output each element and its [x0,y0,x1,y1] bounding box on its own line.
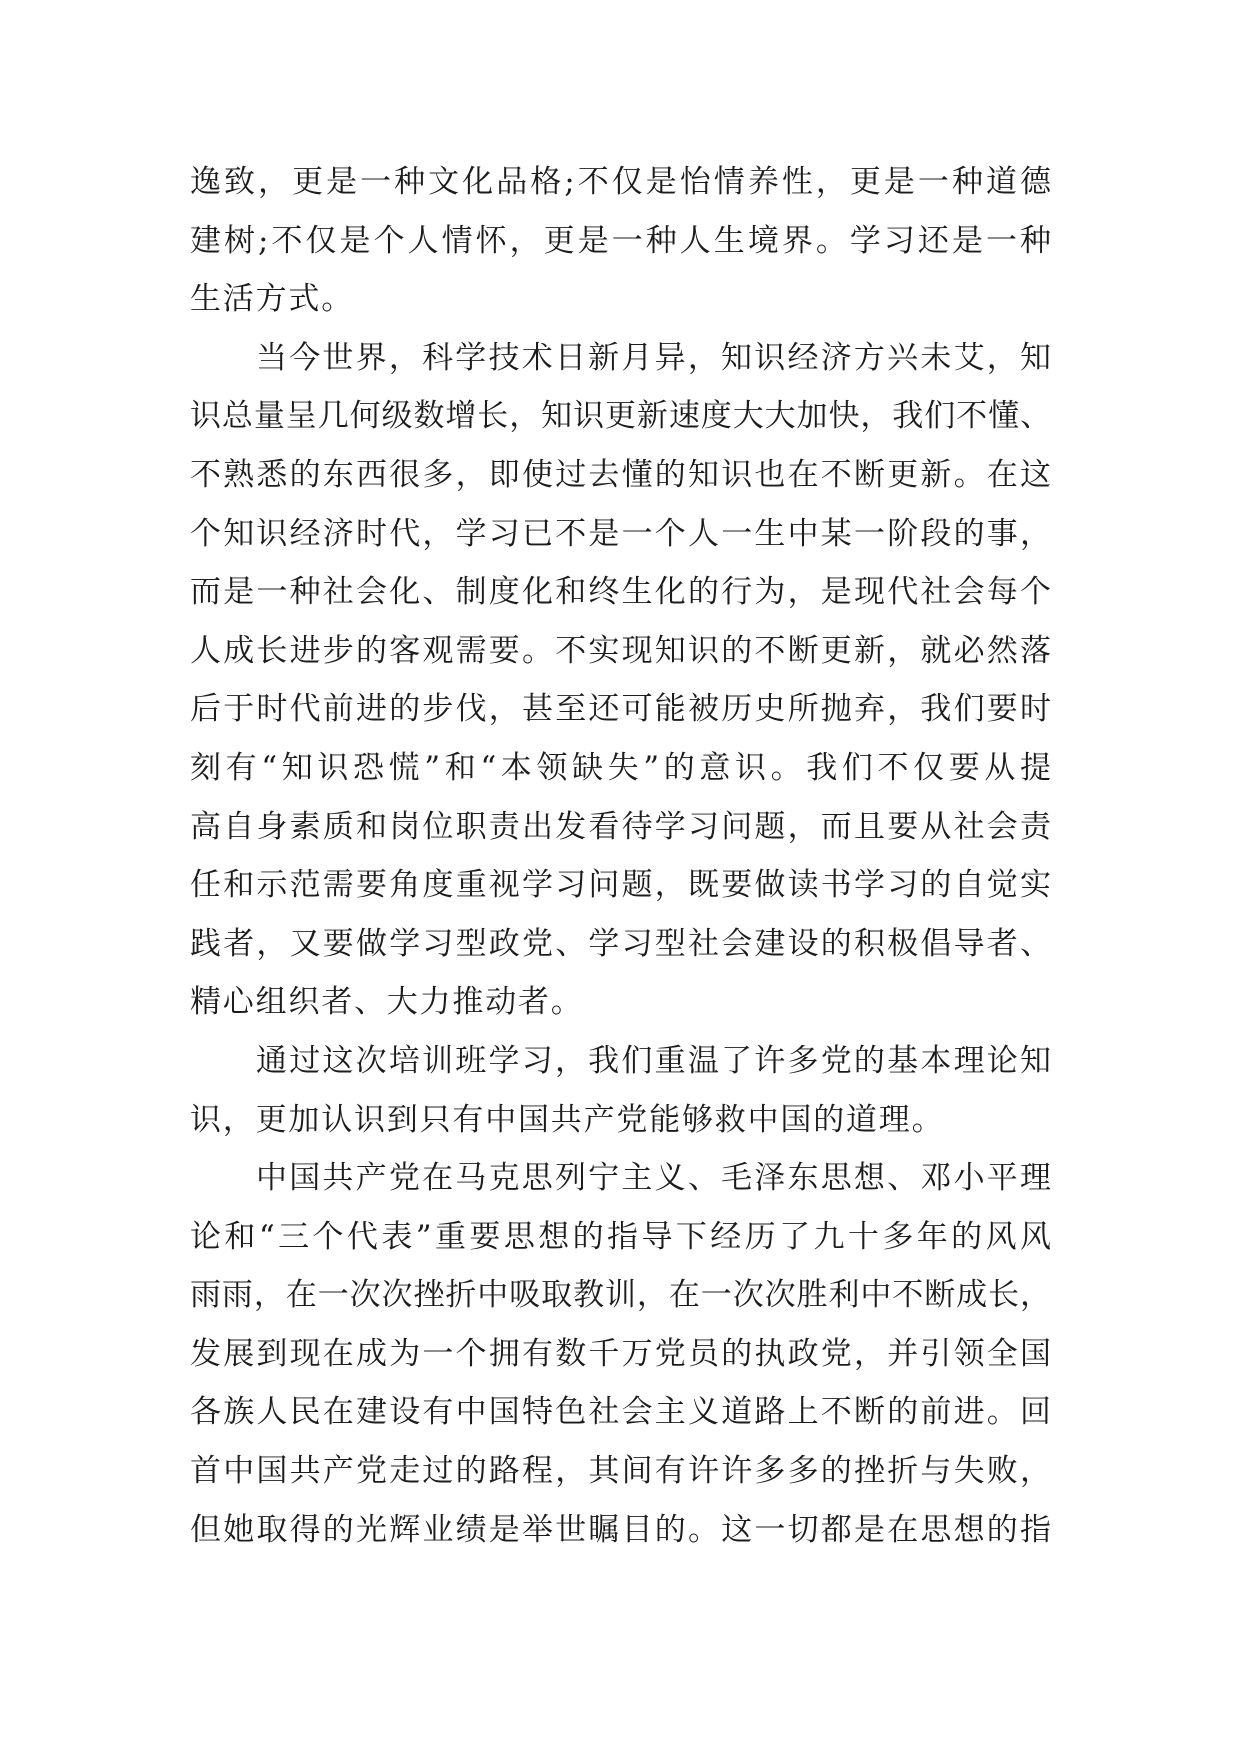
text-line: 当今世界，科学技术日新月异，知识经济方兴未艾，知 [256,339,1051,376]
text-line: 后于时代前进的步伐，甚至还可能被历史所抛弃，我们要时 [190,691,1051,728]
text-line: 识，更加认识到只有中国共产党能够救中国的道理。 [190,1101,945,1138]
body-text [190,153,1051,1559]
text-line: 建树;不仅是个人情怀，更是一种人生境界。学习还是一种 [190,222,1051,259]
text-line: 任和示范需要角度重视学习问题，既要做读书学习的自觉实 [190,867,1051,904]
paragraph [190,1032,1051,1149]
text-line: 论和“三个代表”重要思想的指导下经历了九十多年的风风 [190,1218,1051,1255]
paragraph [190,153,1051,329]
text-line: 首中国共产党走过的路程，其间有许许多多的挫折与失败， [190,1453,1051,1490]
text-line: 个知识经济时代，学习已不是一个人一生中某一阶段的事， [190,515,1051,552]
text-line: 但她取得的光辉业绩是举世瞩目的。这一切都是在思想的指 [190,1511,1051,1548]
paragraph [190,1149,1051,1559]
text-line: 各族人民在建设有中国特色社会主义道路上不断的前进。回 [190,1394,1051,1431]
text-line: 识总量呈几何级数增长，知识更新速度大大加快，我们不懂、 [190,398,1051,435]
text-line: 发展到现在成为一个拥有数千万党员的执政党，并引领全国 [190,1335,1051,1372]
text-line: 通过这次培训班学习，我们重温了许多党的基本理论知 [256,1042,1051,1079]
text-line: 践者，又要做学习型政党、学习型社会建设的积极倡导者、 [190,925,1051,962]
text-line: 不熟悉的东西很多，即使过去懂的知识也在不断更新。在这 [190,456,1051,493]
text-line: 生活方式。 [190,281,354,318]
text-line: 高自身素质和岗位职责出发看待学习问题，而且要从社会责 [190,808,1051,845]
text-line: 精心组织者、大力推动者。 [190,984,584,1021]
text-line: 逸致，更是一种文化品格;不仅是怡情养性，更是一种道德 [190,164,1051,200]
text-line: 雨雨，在一次次挫折中吸取教训，在一次次胜利中不断成长， [190,1277,1051,1314]
text-line: 人成长进步的客观需要。不实现知识的不断更新，就必然落 [190,632,1051,669]
text-line: 而是一种社会化、制度化和终生化的行为，是现代社会每个 [190,574,1051,611]
text-line: 刻有“知识恐慌”和“本领缺失”的意识。我们不仅要从提 [190,749,1051,786]
paragraph [190,329,1051,1032]
text-line: 中国共产党在马克思列宁主义、毛泽东思想、邓小平理 [256,1160,1051,1197]
